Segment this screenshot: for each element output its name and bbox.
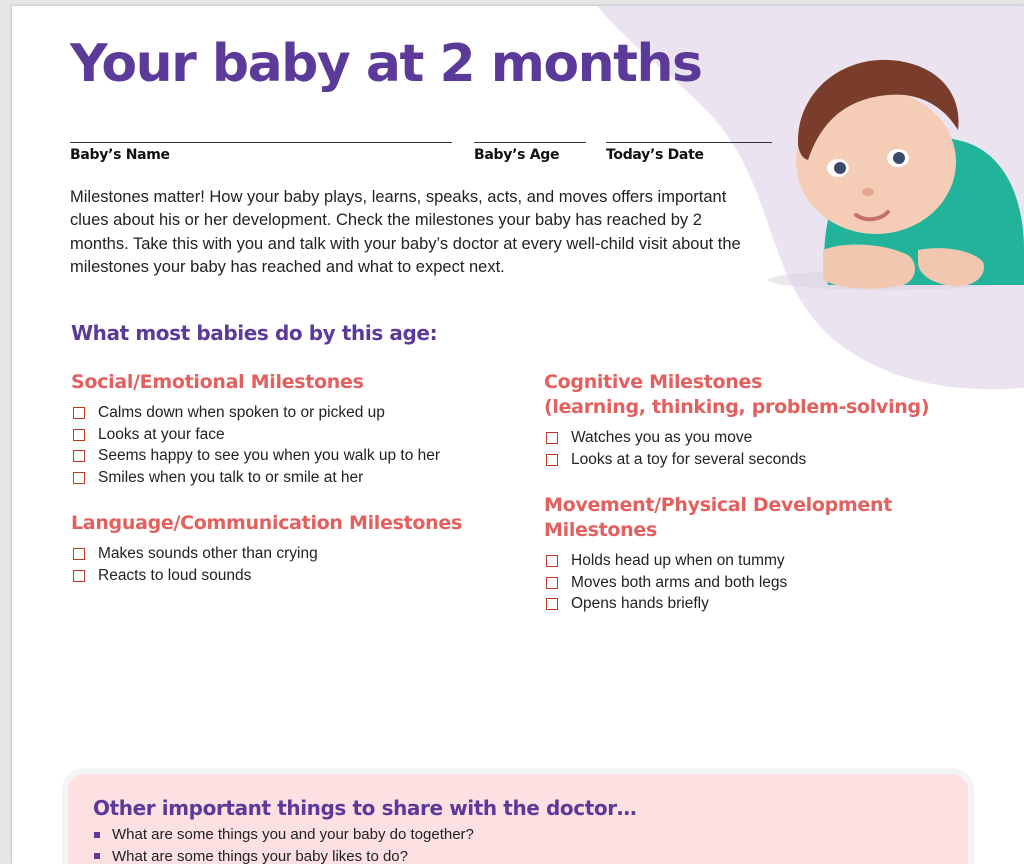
- checklist-item[interactable]: [546, 449, 806, 471]
- baby-age-line: [474, 142, 586, 143]
- page-title: Your baby at 2 months: [70, 34, 702, 94]
- todays-date-label: Today’s Date: [606, 147, 704, 163]
- checkbox[interactable]: [546, 432, 558, 444]
- checklist-item-label: Moves both arms and both legs: [571, 573, 788, 591]
- movement-heading-line-1: Movement/Physical Development: [544, 494, 893, 516]
- checkbox[interactable]: [546, 555, 558, 567]
- baby-photo: [768, 50, 1024, 300]
- todays-date-line: [606, 142, 772, 143]
- checkbox[interactable]: [73, 472, 85, 484]
- question-item: [94, 846, 474, 864]
- doctor-questions-list: [94, 824, 474, 864]
- checklist-item[interactable]: [546, 427, 806, 449]
- checkbox[interactable]: [546, 577, 558, 589]
- checkbox[interactable]: [73, 570, 85, 582]
- checklist-item[interactable]: [546, 593, 787, 615]
- movement-physical-heading: [544, 493, 892, 543]
- social-emotional-heading: Social/Emotional Milestones: [71, 371, 364, 393]
- checklist-item[interactable]: [73, 424, 440, 446]
- baby-name-line: [70, 142, 452, 143]
- checkbox[interactable]: [73, 407, 85, 419]
- document-page: [12, 6, 1024, 864]
- movement-heading-line-2: Milestones: [544, 519, 657, 541]
- checklist-item-label: Seems happy to see you when you walk up to her: [98, 447, 441, 465]
- checklist-item-label: Looks at your face: [98, 425, 225, 443]
- baby-age-field[interactable]: [474, 142, 586, 163]
- baby-name-field[interactable]: [70, 142, 452, 163]
- checklist-item-label: Calms down when spoken to or picked up: [98, 403, 385, 421]
- square-bullet-icon: [94, 853, 100, 859]
- checklist-item[interactable]: [73, 445, 440, 467]
- intro-paragraph: Milestones matter! How your baby plays, learns, speaks, acts, and moves offers important clues about his or her development. Check the milestones your baby has reached by 2 months. Take this with you and talk with your baby’s doctor at every well-child visit about the milestones your baby has reached and what to expect next.: [70, 188, 741, 276]
- baby-age-label: Baby’s Age: [474, 147, 560, 163]
- movement-physical-list: [546, 550, 787, 615]
- cognitive-list: [546, 427, 806, 470]
- language-communication-heading: Language/Communication Milestones: [71, 512, 462, 534]
- checklist-item-label: Opens hands briefly: [571, 595, 709, 613]
- cognitive-heading-line-2: (learning, thinking, problem-solving): [544, 396, 930, 418]
- doctor-questions-box: [68, 774, 968, 864]
- checklist-item-label: Smiles when you talk to or smile at her: [98, 468, 364, 486]
- checklist-item[interactable]: [73, 543, 318, 565]
- checklist-item-label: Holds head up when on tummy: [571, 551, 785, 569]
- checklist-item[interactable]: [73, 467, 440, 489]
- checkbox[interactable]: [546, 454, 558, 466]
- square-bullet-icon: [94, 832, 100, 838]
- doctor-questions-heading: Other important things to share with the doctor…: [93, 796, 637, 820]
- checklist-item[interactable]: [73, 565, 318, 587]
- checklist-item-label: Looks at a toy for several seconds: [571, 450, 807, 468]
- question-item: [94, 824, 474, 846]
- question-text: What are some things your baby likes to do?: [112, 847, 408, 864]
- todays-date-field[interactable]: [606, 142, 772, 163]
- social-emotional-list: [73, 402, 440, 489]
- question-text: What are some things you and your baby do together?: [112, 826, 474, 844]
- section-heading: What most babies do by this age:: [71, 321, 438, 345]
- checklist-item-label: Watches you as you move: [571, 428, 753, 446]
- checklist-item[interactable]: [546, 572, 787, 594]
- baby-name-label: Baby’s Name: [70, 147, 170, 163]
- language-communication-list: [73, 543, 318, 586]
- checklist-item[interactable]: [73, 402, 440, 424]
- checklist-item[interactable]: [546, 550, 787, 572]
- checkbox[interactable]: [546, 598, 558, 610]
- checkbox[interactable]: [73, 429, 85, 441]
- cognitive-heading-line-1: Cognitive Milestones: [544, 371, 763, 393]
- checklist-item-label: Makes sounds other than crying: [98, 544, 318, 562]
- checklist-item-label: Reacts to loud sounds: [98, 566, 252, 584]
- cognitive-heading: [544, 370, 929, 420]
- checkbox[interactable]: [73, 548, 85, 560]
- checkbox[interactable]: [73, 450, 85, 462]
